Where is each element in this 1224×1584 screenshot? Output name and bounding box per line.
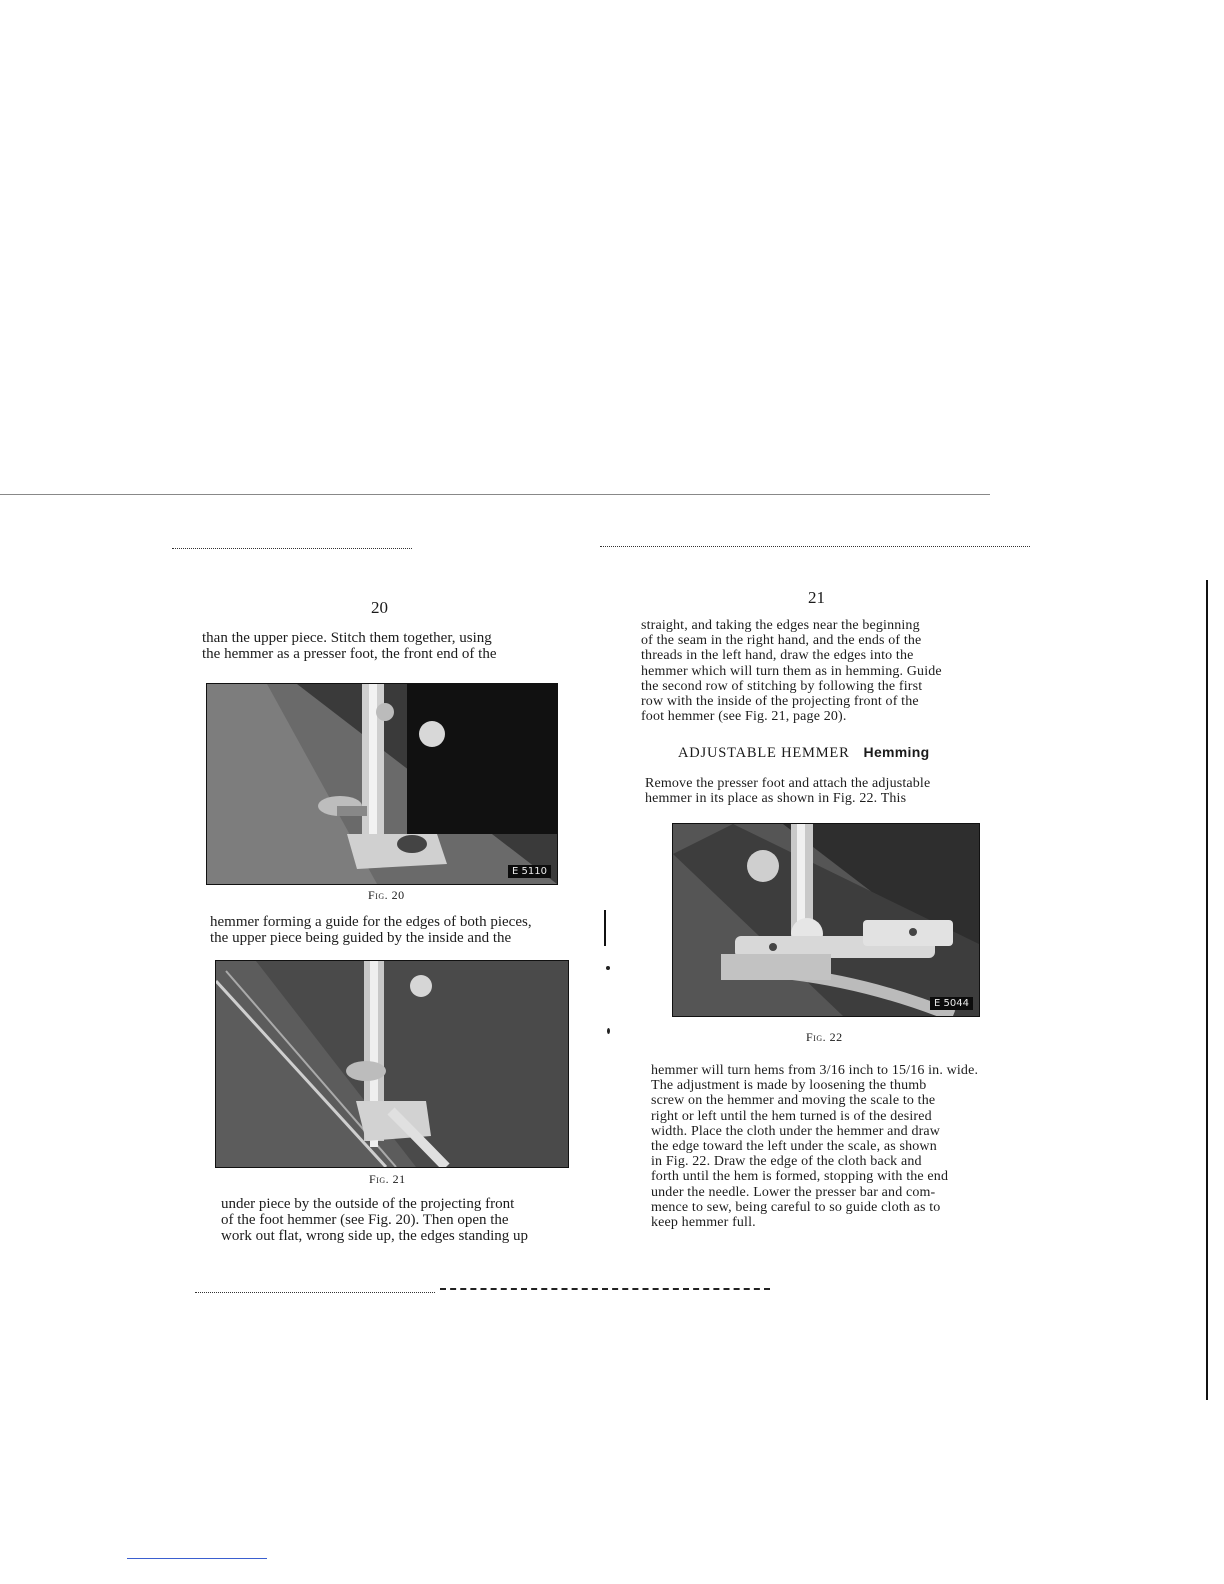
text-line: Remove the presser foot and attach the adjustable [645,776,931,791]
scan-dotted-line [172,548,412,549]
text-line: width. Place the cloth under the hemmer and draw [651,1123,941,1139]
right-top-text [641,618,1003,724]
right-intro-text [645,776,1005,806]
heading-subtitle: Hemming [863,744,930,760]
scan-right-edge [1206,580,1208,1400]
scan-dotted-line [600,546,1030,547]
text-line: row with the inside of the projecting front of the [641,694,919,710]
section-heading [678,744,929,762]
text-line: foot hemmer (see Fig. 21, page 20). [641,709,847,725]
page-number-right: 21 [808,588,825,607]
fig20-caption: Fig. 20 [368,888,405,902]
text-line: right or left until the hem turned is of the desired [651,1108,932,1124]
text-line: the upper piece being guided by the inside and the [210,930,512,946]
fig22-caption: Fig. 22 [806,1030,843,1044]
left-middle-text [210,914,570,946]
left-top-text [202,630,562,662]
scan-speck [607,1028,610,1034]
text-line: the hemmer as a presser foot, the front end of the [202,646,497,662]
fig21-caption: Fig. 21 [369,1172,406,1186]
heading-title: ADJUSTABLE HEMMER [678,745,850,761]
page-number-left: 20 [371,598,388,617]
text-line: the second row of stitching by following the first [641,678,923,694]
text-line: mence to sew, being careful to so guide cloth as to [651,1199,941,1215]
text-line: of the foot hemmer (see Fig. 20). Then open the [221,1212,509,1228]
text-line: under piece by the outside of the projecting front [221,1196,515,1212]
right-bottom-text [651,1063,1013,1230]
fig22-photo [672,823,980,1017]
scan-dotted-line [195,1292,435,1293]
text-line: keep hemmer full. [651,1215,756,1231]
text-line: in Fig. 22. Draw the edge of the cloth back and [651,1154,922,1170]
text-line: The adjustment is made by loosening the thumb [651,1078,927,1094]
fig20-photo [206,683,558,885]
text-line: screw on the hemmer and moving the scale to the [651,1093,936,1109]
left-bottom-text [221,1196,583,1244]
text-line: work out flat, wrong side up, the edges standing up [221,1228,529,1244]
text-line: hemmer in its place as shown in Fig. 22. This [645,791,907,807]
blue-underline [127,1558,267,1559]
scan-dashed-line [440,1288,770,1290]
scan-speck [606,966,610,970]
text-line: of the seam in the right hand, and the ends of the [641,633,922,649]
scan-mark [604,910,606,946]
text-line: hemmer forming a guide for the edges of both pieces, [210,914,532,930]
scan-edge-line [0,494,990,495]
text-line: threads in the left hand, draw the edges into the [641,648,914,664]
fig21-photo [215,960,569,1168]
fig22-code: E 5044 [930,997,973,1010]
text-line: than the upper piece. Stitch them together, using [202,630,492,646]
text-line: under the needle. Lower the presser bar and com- [651,1184,936,1200]
text-line: straight, and taking the edges near the beginning [641,618,920,633]
text-line: the edge toward the left under the scale, as shown [651,1139,937,1155]
fig20-code: E 5110 [508,865,551,878]
text-line: hemmer will turn hems from 3/16 inch to 15/16 in. wide. [651,1063,979,1078]
text-line: hemmer which will turn them as in hemming. Guide [641,663,942,679]
text-line: forth until the hem is formed, stopping with the end [651,1169,949,1185]
